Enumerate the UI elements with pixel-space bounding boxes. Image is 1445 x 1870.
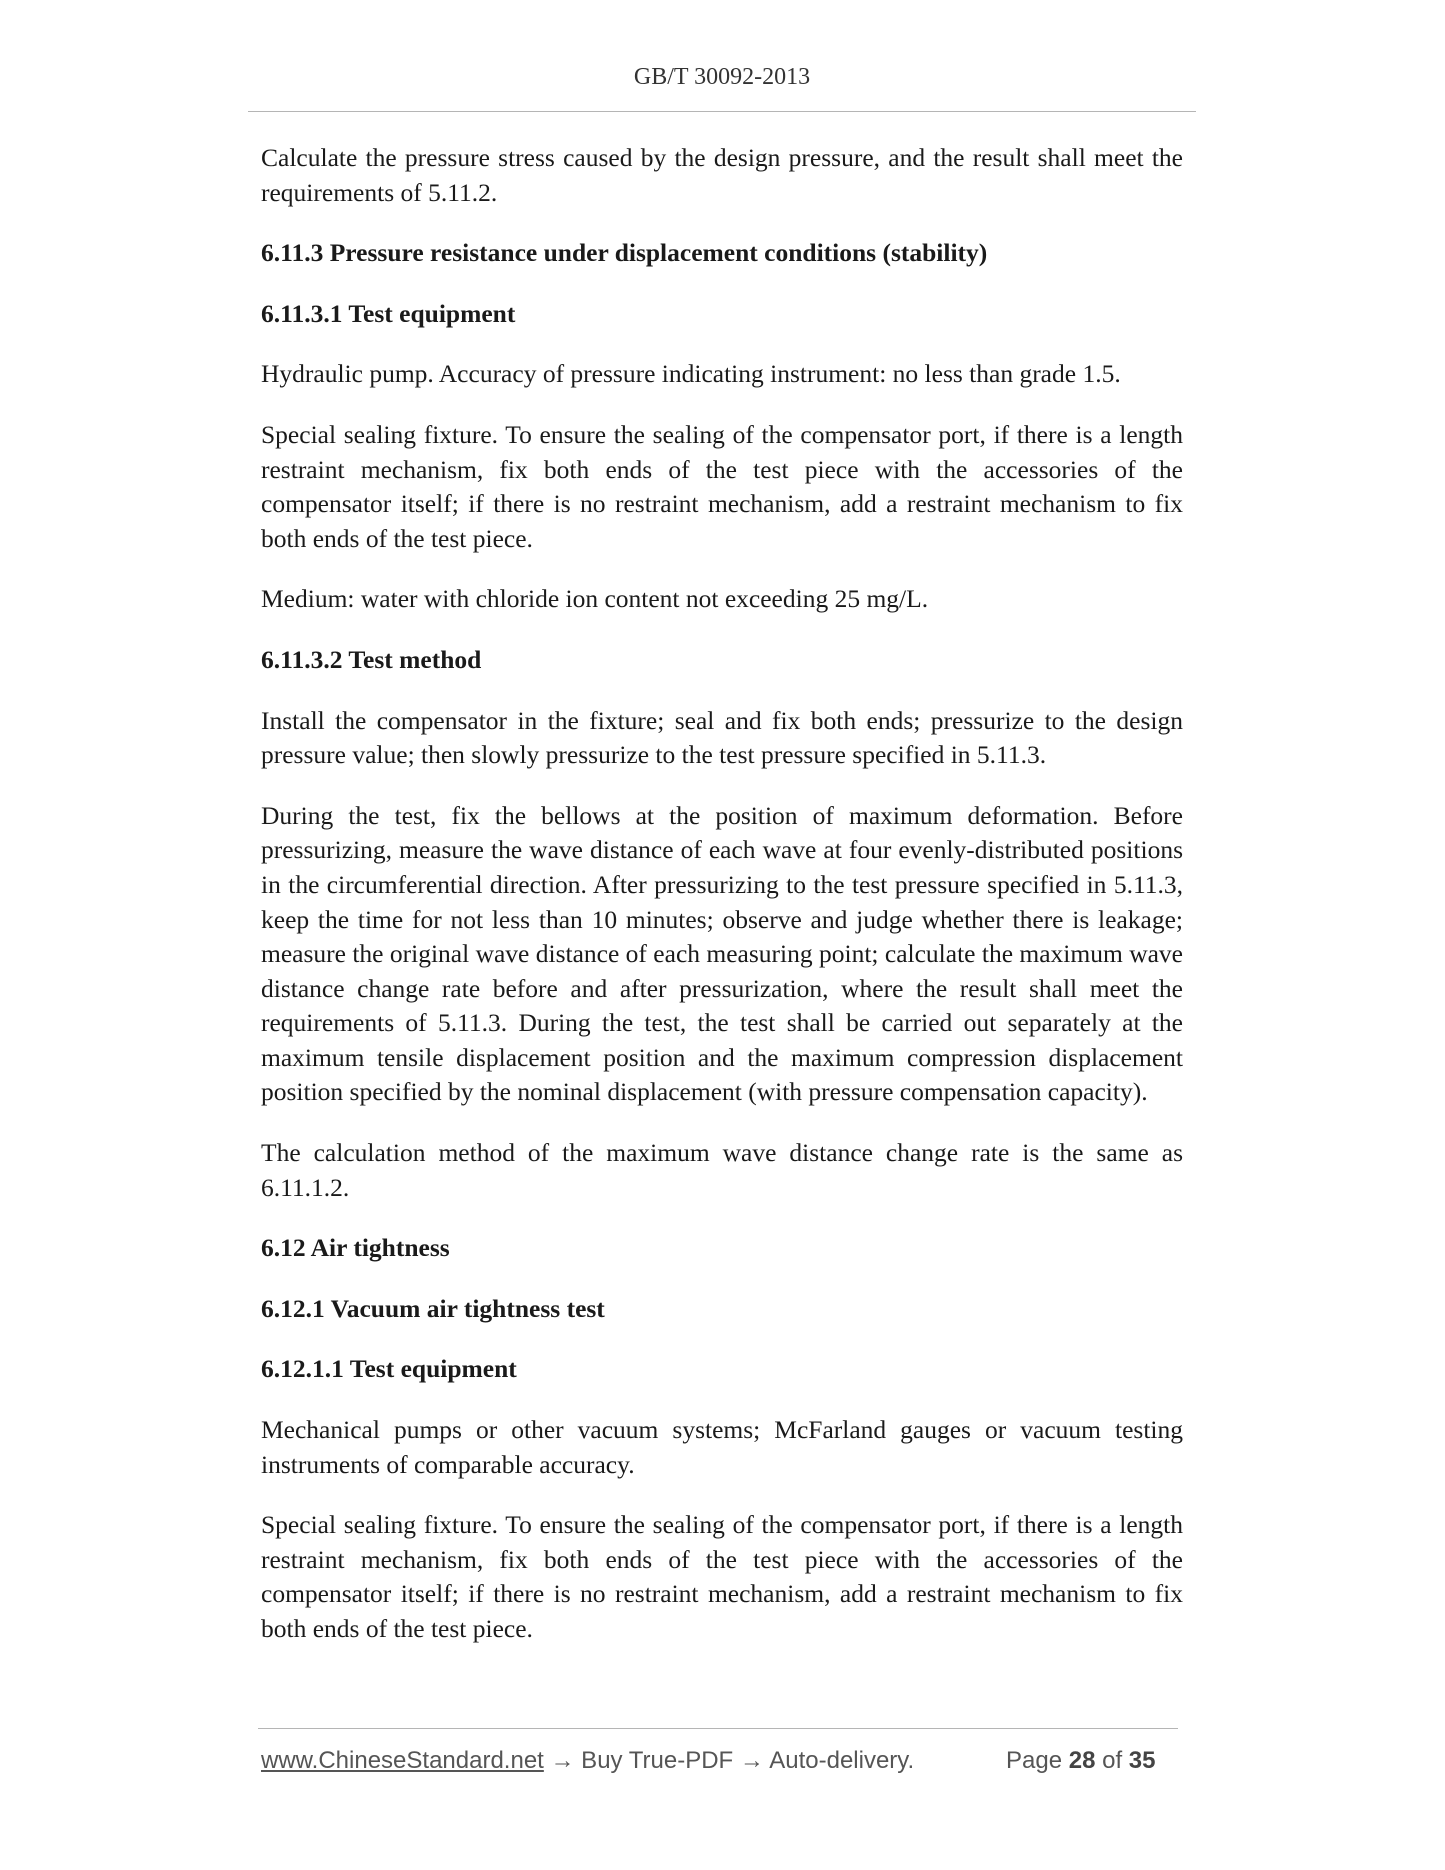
website-link[interactable]: www.ChineseStandard.net (261, 1747, 544, 1774)
section-heading: 6.12.1 Vacuum air tightness test (261, 1293, 605, 1323)
page-indicator (1006, 1747, 1156, 1775)
paragraph: Special sealing fixture. To ensure the sealing of the compensator port, if there is a length restraint mechanism, fix both ends of the test piece with the accessories of the compensator itself; if there is no restraint mechanism, add a restraint mechanism to fix both ends of the test piece. (261, 1510, 1183, 1643)
paragraph: Medium: water with chloride ion content not exceeding 25 mg/L. (261, 584, 929, 614)
paragraph: During the test, fix the bellows at the position of maximum deformation. Before pressurizing, measure the wave distance of each wave at four evenly-distributed positions in the circumferential direction. After pressurizing to the test pressure specified in 5.11.3, keep the time for not less than 10 minutes; observe and judge whether there is leakage; measure the original wave distance of each measuring point; calculate the maximum wave distance change rate before and after pressurization, where the result shall meet the requirements of 5.11.3. During the test, the test shall be carried out separately at the maximum tensile displacement position and the maximum compression displacement position specified by the nominal displacement (with pressure compensation capacity). (261, 800, 1183, 1107)
of-label: of (1102, 1747, 1123, 1774)
paragraph: Calculate the pressure stress caused by the design pressure, and the result shall meet the requirements of 5.11.2. (261, 143, 1183, 207)
section-heading: 6.11.3.2 Test method (261, 644, 482, 674)
page-header: GB/T 30092-2013 (633, 64, 811, 90)
paragraph: Hydraulic pump. Accuracy of pressure indicating instrument: no less than grade 1.5. (261, 359, 1121, 389)
paragraph: Special sealing fixture. To ensure the sealing of the compensator port, if there is a length restraint mechanism, fix both ends of the test piece with the accessories of the compensator itself; if there is no restraint mechanism, add a restraint mechanism to fix both ends of the test piece. (261, 419, 1183, 553)
section-heading: 6.11.3.1 Test equipment (261, 298, 516, 328)
paragraph: The calculation method of the maximum wave distance change rate is the same as 6.11.1.2. (261, 1138, 1183, 1202)
document-body (261, 141, 1183, 1673)
section-heading: 6.12 Air tightness (261, 1233, 450, 1263)
footer-divider (258, 1728, 1178, 1729)
paragraph: Install the compensator in the fixture; seal and fix both ends; pressurize to the design pressure value; then slowly pressurize to the test pressure specified in 5.11.3. (261, 705, 1183, 770)
paragraph: Mechanical pumps or other vacuum systems; McFarland gauges or vacuum testing instruments of comparable accuracy. (261, 1415, 1183, 1479)
section-heading: 6.11.3 Pressure resistance under displacement conditions (stability) (261, 238, 988, 268)
section-heading: 6.12.1.1 Test equipment (261, 1354, 517, 1384)
page-label: Page (1006, 1747, 1063, 1774)
page-total: 35 (1128, 1747, 1156, 1774)
page-footer (261, 1747, 1183, 1775)
header-divider (248, 111, 1196, 112)
page-number: 28 (1068, 1747, 1096, 1774)
footer-tagline: → Buy True-PDF → Auto-delivery. (543, 1747, 915, 1774)
